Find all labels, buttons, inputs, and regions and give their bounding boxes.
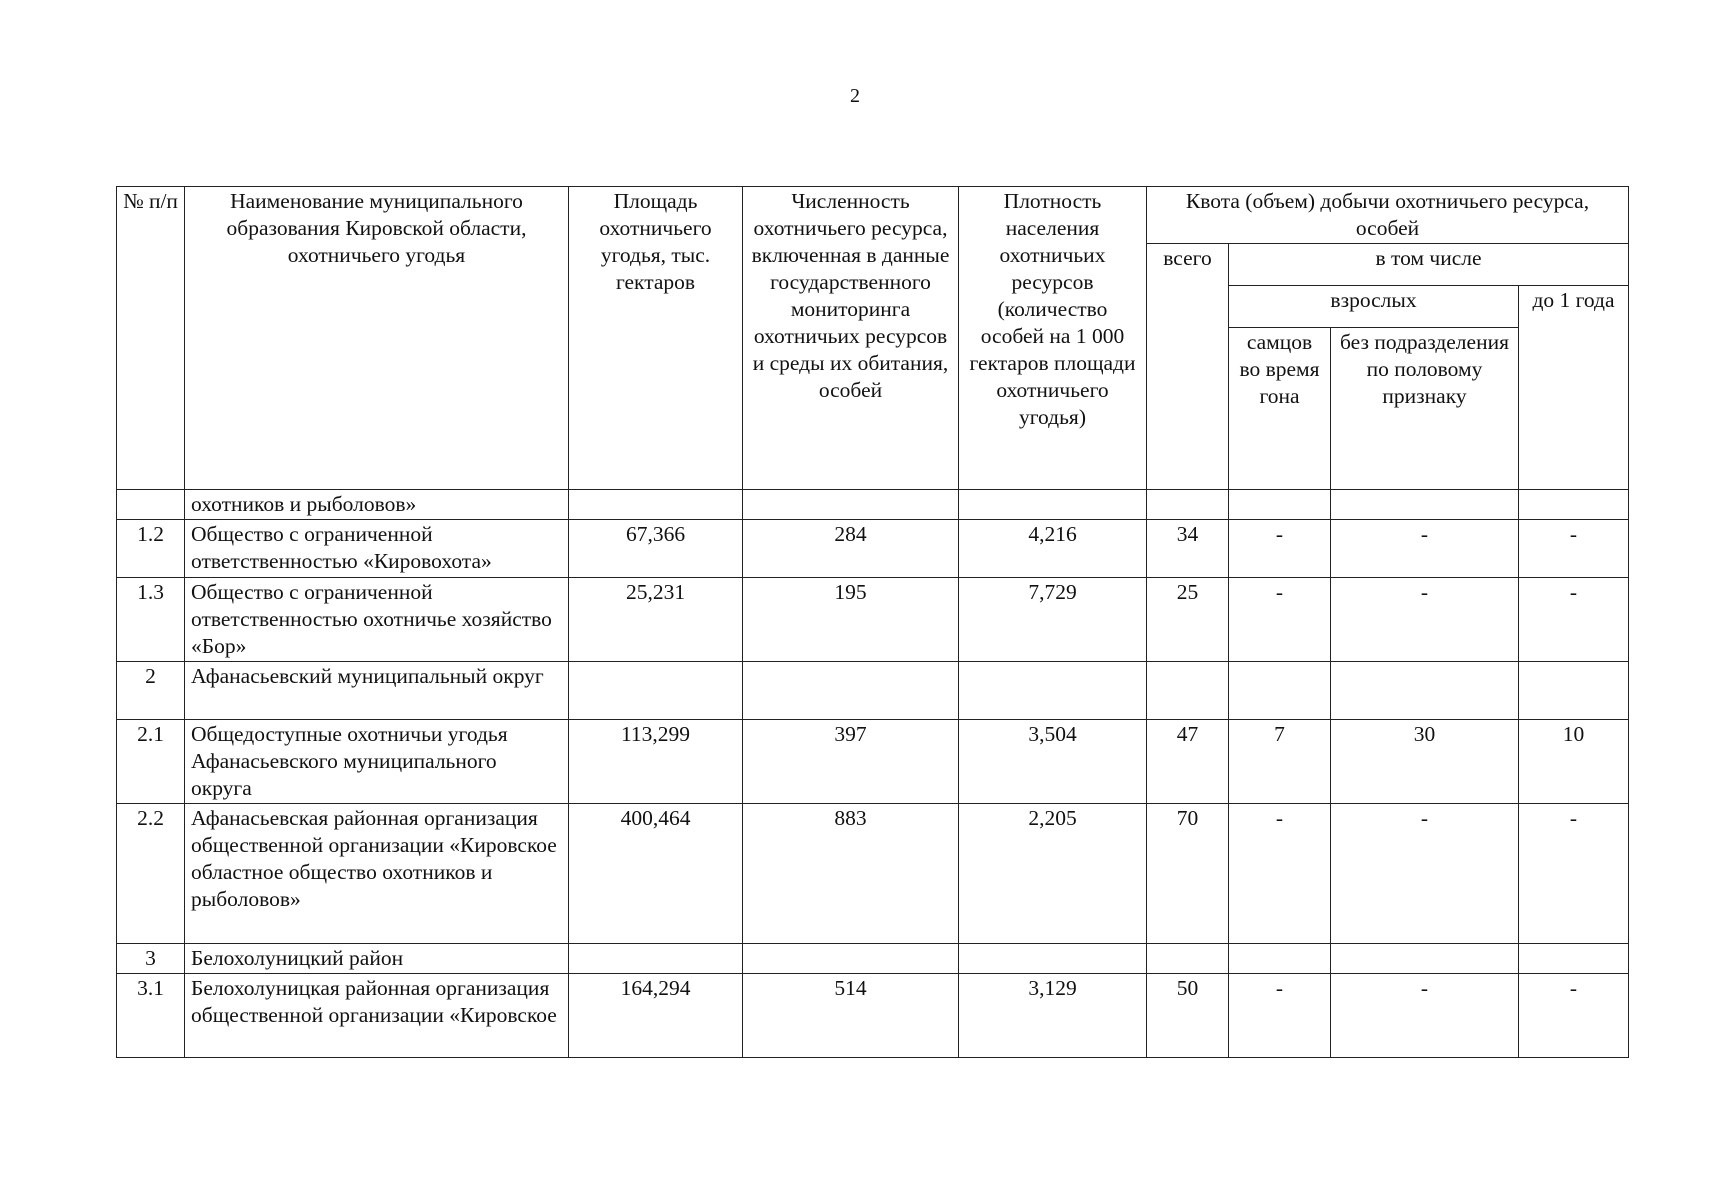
cell-no-sex: 30 bbox=[1331, 720, 1519, 804]
cell-total: 50 bbox=[1147, 974, 1229, 1058]
cell-no-sex bbox=[1331, 490, 1519, 520]
cell-males bbox=[1229, 490, 1331, 520]
cell-density bbox=[959, 944, 1147, 974]
cell-density: 3,504 bbox=[959, 720, 1147, 804]
cell-males: - bbox=[1229, 804, 1331, 944]
table-row bbox=[117, 520, 1629, 578]
quota-table bbox=[116, 186, 1629, 1058]
header-adults: взрослых bbox=[1229, 286, 1519, 328]
cell-no-sex: - bbox=[1331, 578, 1519, 662]
cell-young: - bbox=[1519, 520, 1629, 578]
cell-area bbox=[569, 490, 743, 520]
cell-total: 25 bbox=[1147, 578, 1229, 662]
header-name: Наименование муниципального образования Кировской области, охотничьего угодья bbox=[185, 187, 569, 490]
cell-name: Общество с ограниченной ответственностью «Кировохота» bbox=[185, 520, 569, 578]
table-row bbox=[117, 578, 1629, 662]
page-number: 2 bbox=[850, 85, 860, 107]
header-num: № п/п bbox=[117, 187, 185, 490]
cell-density bbox=[959, 662, 1147, 720]
cell-count bbox=[743, 944, 959, 974]
table-row bbox=[117, 720, 1629, 804]
cell-young bbox=[1519, 662, 1629, 720]
cell-area: 400,464 bbox=[569, 804, 743, 944]
cell-young: 10 bbox=[1519, 720, 1629, 804]
cell-density: 7,729 bbox=[959, 578, 1147, 662]
cell-density: 4,216 bbox=[959, 520, 1147, 578]
cell-num: 1.3 bbox=[117, 578, 185, 662]
cell-no-sex bbox=[1331, 944, 1519, 974]
cell-count: 397 bbox=[743, 720, 959, 804]
cell-total bbox=[1147, 662, 1229, 720]
cell-count: 514 bbox=[743, 974, 959, 1058]
header-young: до 1 года bbox=[1519, 286, 1629, 490]
cell-num bbox=[117, 490, 185, 520]
cell-area: 67,366 bbox=[569, 520, 743, 578]
cell-young: - bbox=[1519, 974, 1629, 1058]
cell-name: Общество с ограниченной ответственностью охотничье хозяйство «Бор» bbox=[185, 578, 569, 662]
cell-num: 2.2 bbox=[117, 804, 185, 944]
header-no-sex: без подразделения по половому признаку bbox=[1331, 328, 1519, 490]
cell-name: Афанасьевская районная организация общественной организации «Кировское областное общество охотников и рыболовов» bbox=[185, 804, 569, 944]
header-males: самцов во время гона bbox=[1229, 328, 1331, 490]
cell-name: Общедоступные охотничьи угодья Афанасьевского муниципального округа bbox=[185, 720, 569, 804]
cell-no-sex: - bbox=[1331, 974, 1519, 1058]
cell-total bbox=[1147, 944, 1229, 974]
cell-count: 195 bbox=[743, 578, 959, 662]
cell-count: 883 bbox=[743, 804, 959, 944]
table-row bbox=[117, 974, 1629, 1058]
cell-no-sex bbox=[1331, 662, 1519, 720]
cell-area bbox=[569, 662, 743, 720]
cell-density: 2,205 bbox=[959, 804, 1147, 944]
cell-area bbox=[569, 944, 743, 974]
cell-num: 3.1 bbox=[117, 974, 185, 1058]
cell-name: Белохолуницкий район bbox=[185, 944, 569, 974]
cell-num: 2 bbox=[117, 662, 185, 720]
cell-males: - bbox=[1229, 520, 1331, 578]
cell-males: 7 bbox=[1229, 720, 1331, 804]
cell-no-sex: - bbox=[1331, 520, 1519, 578]
cell-area: 113,299 bbox=[569, 720, 743, 804]
cell-males bbox=[1229, 662, 1331, 720]
header-including: в том числе bbox=[1229, 244, 1629, 286]
cell-density: 3,129 bbox=[959, 974, 1147, 1058]
header-count: Численность охотничьего ресурса, включенная в данные государственного мониторинга охотничьих ресурсов и среды их обитания, особей bbox=[743, 187, 959, 490]
cell-area: 164,294 bbox=[569, 974, 743, 1058]
cell-total: 70 bbox=[1147, 804, 1229, 944]
cell-name: Белохолуницкая районная организация общественной организации «Кировское bbox=[185, 974, 569, 1058]
cell-num: 3 bbox=[117, 944, 185, 974]
header-area: Площадь охотничьего угодья, тыс. гектаров bbox=[569, 187, 743, 490]
cell-males: - bbox=[1229, 578, 1331, 662]
header-total: всего bbox=[1147, 244, 1229, 490]
cell-males: - bbox=[1229, 974, 1331, 1058]
table-row bbox=[117, 662, 1629, 720]
cell-young: - bbox=[1519, 578, 1629, 662]
table-row bbox=[117, 490, 1629, 520]
cell-young: - bbox=[1519, 804, 1629, 944]
cell-total bbox=[1147, 490, 1229, 520]
cell-num: 1.2 bbox=[117, 520, 185, 578]
header-quota: Квота (объем) добычи охотничьего ресурса, особей bbox=[1147, 187, 1629, 244]
cell-young bbox=[1519, 490, 1629, 520]
cell-area: 25,231 bbox=[569, 578, 743, 662]
table-row bbox=[117, 944, 1629, 974]
cell-density bbox=[959, 490, 1147, 520]
cell-total: 34 bbox=[1147, 520, 1229, 578]
cell-males bbox=[1229, 944, 1331, 974]
cell-count bbox=[743, 662, 959, 720]
cell-no-sex: - bbox=[1331, 804, 1519, 944]
cell-name: Афанасьевский муниципальный округ bbox=[185, 662, 569, 720]
cell-num: 2.1 bbox=[117, 720, 185, 804]
cell-total: 47 bbox=[1147, 720, 1229, 804]
table-row bbox=[117, 804, 1629, 944]
cell-name: охотников и рыболовов» bbox=[185, 490, 569, 520]
header-density: Плотность населения охотничьих ресурсов (количество особей на 1 000 гектаров площади охотничьего угодья) bbox=[959, 187, 1147, 490]
cell-young bbox=[1519, 944, 1629, 974]
cell-count: 284 bbox=[743, 520, 959, 578]
cell-count bbox=[743, 490, 959, 520]
